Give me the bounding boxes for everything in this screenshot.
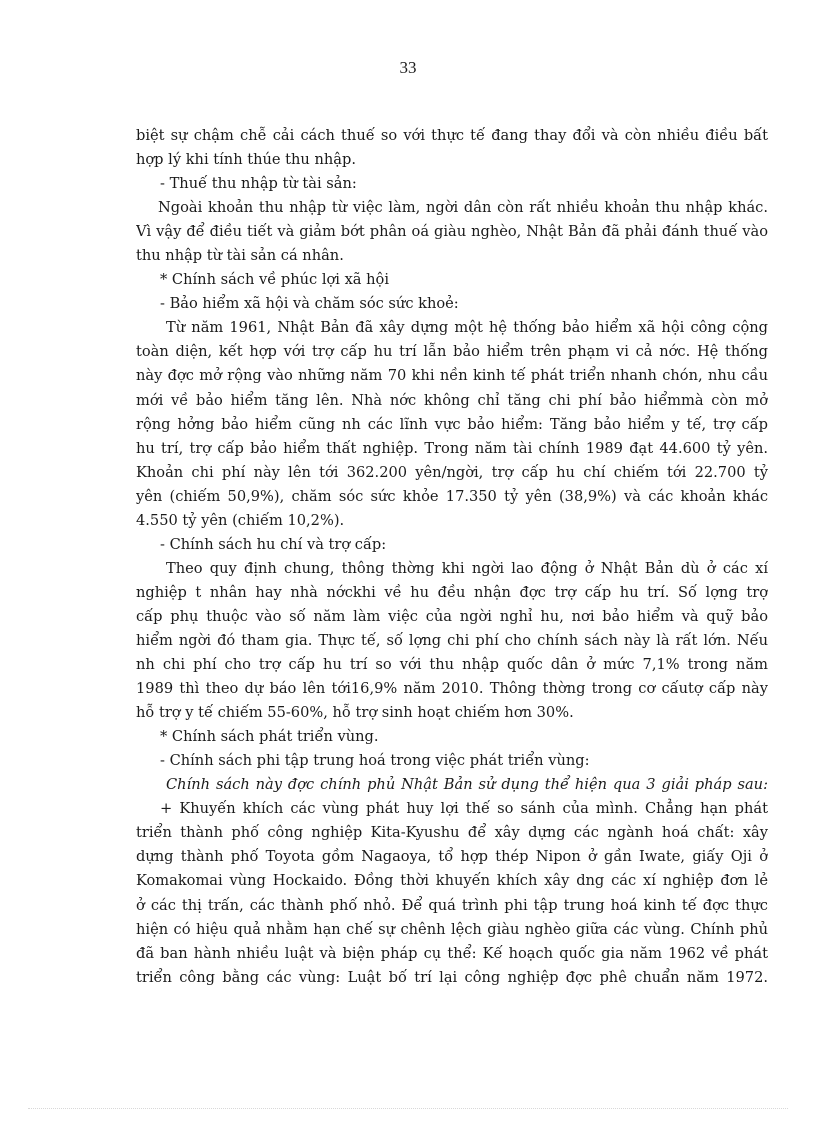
text-line: mới về bảo hiểm tăng lên. Nhà nớc không chỉ tăng chi phí bảo hiểmmà còn mở xyxy=(136,391,768,409)
page-number: 33 xyxy=(399,58,417,77)
text-line: Theo quy định chung, thông thờng khi ngời lao động ở Nhật Bản dù ở các xí xyxy=(166,559,768,577)
text-line: Komakomai vùng Hockaido. Đồng thời khuyến khích xây dng các xí nghiệp đơn lẻ xyxy=(136,872,768,890)
text-line: Khoản chi phí này lên tới 362.200 yên/ngời, trợ cấp hu chí chiếm tới 22.700 tỷ xyxy=(136,463,768,481)
text-line: hợp lý khi tính thúe thu nhập. xyxy=(136,151,356,169)
footer-divider xyxy=(28,1108,788,1109)
text-line: này đợc mở rộng vào những năm 70 khi nền kinh tế phát triển nhanh chón, nhu cầu xyxy=(136,367,768,385)
section-heading: - Chính sách phi tập trung hoá trong việc phát triển vùng: xyxy=(160,752,590,770)
text-line: triển thành phố công nghiệp Kita-Kyushu để xây dựng các ngành hoá chất: xây xyxy=(136,824,768,842)
text-line: rộng hởng bảo hiểm cũng nh các lĩnh vực bảo hiểm: Tăng bảo hiểm y tế, trợ cấp xyxy=(136,415,768,433)
section-heading: * Chính sách phát triển vùng. xyxy=(160,728,379,746)
text-line: hu trí, trợ cấp bảo hiểm thất nghiệp. Trong năm tài chính 1989 đạt 44.600 tỷ yên. xyxy=(136,439,768,457)
text-line: đã ban hành nhiều luật và biện pháp cụ thể: Kế hoạch quốc gia năm 1962 về phát xyxy=(136,944,768,962)
section-heading: - Thuế thu nhập từ tài sản: xyxy=(160,175,357,193)
text-line: hiện có hiệu quả nhằm hạn chế sự chênh lệch giàu nghèo giữa các vùng. Chính phủ xyxy=(136,920,768,938)
text-line: Từ năm 1961, Nhật Bản đã xây dựng một hệ thống bảo hiểm xã hội công cộng xyxy=(166,319,768,337)
text-line: hiểm ngời đó tham gia. Thực tế, số lợng chi phí cho chính sách này là rất lớn. Nếu xyxy=(136,631,768,649)
text-line: 4.550 tỷ yên (chiếm 10,2%). xyxy=(136,511,345,529)
text-line: 1989 thì theo dự báo lên tới16,9% năm 2010. Thông thờng trong cơ cấutợ cấp này xyxy=(136,680,768,698)
section-heading: - Chính sách hu chí và trợ cấp: xyxy=(160,535,387,553)
text-line: nh chi phí cho trợ cấp hu trí so với thu nhập quốc dân ở mức 7,1% trong năm xyxy=(136,656,768,674)
text-line: triển công bằng các vùng: Luật bố trí lại công nghiệp đợc phê chuẩn năm 1972. xyxy=(136,968,768,986)
text-line: Chính sách này đợc chính phủ Nhật Bản sử dụng thể hiện qua 3 giải pháp sau: xyxy=(166,776,768,794)
text-line: cấp phụ thuộc vào số năm làm việc của ngời nghỉ hu, nơi bảo hiểm và quỹ bảo xyxy=(136,607,768,625)
text-line: Ngoài khoản thu nhập từ việc làm, ngời dân còn rất nhiều khoản thu nhập khác. xyxy=(158,199,768,217)
text-line: Vì vậy để điều tiết và giảm bớt phân oá giàu nghèo, Nhật Bản đã phải đánh thuế vào xyxy=(136,223,768,241)
text-line: thu nhập từ tài sản cá nhân. xyxy=(136,247,344,265)
section-heading: * Chính sách về phúc lợi xã hội xyxy=(160,271,390,289)
text-line: biệt sự chậm chễ cải cách thuế so với thực tế đang thay đổi và còn nhiều điều bất xyxy=(136,127,768,144)
text-line: ở các thị trấn, các thành phố nhỏ. Để quá trình phi tập trung hoá kinh tế đợc thực xyxy=(136,896,768,914)
body-text xyxy=(136,124,768,990)
text-line: + Khuyến khích các vùng phát huy lợi thế so sánh của mình. Chẳng hạn phát xyxy=(160,800,768,818)
text-line: yên (chiếm 50,9%), chăm sóc sức khỏe 17.350 tỷ yên (38,9%) và các khoản khác xyxy=(136,487,768,505)
text-line: dựng thành phố Toyota gồm Nagaoya, tổ hợp thép Nipon ở gần Iwate, giấy Oji ở xyxy=(136,848,768,866)
text-line: nghiệp t nhân hay nhà nớckhi về hu đều nhận đợc trợ cấp hu trí. Số lợng trợ xyxy=(136,583,768,601)
section-heading: - Bảo hiểm xã hội và chăm sóc sức khoẻ: xyxy=(160,295,459,313)
text-line: toàn diện, kết hợp với trợ cấp hu trí lẫn bảo hiểm trên phạm vi cả nớc. Hệ thống xyxy=(136,343,768,361)
text-line: hỗ trợ y tế chiếm 55-60%, hỗ trợ sinh hoạt chiếm hơn 30%. xyxy=(136,704,574,722)
